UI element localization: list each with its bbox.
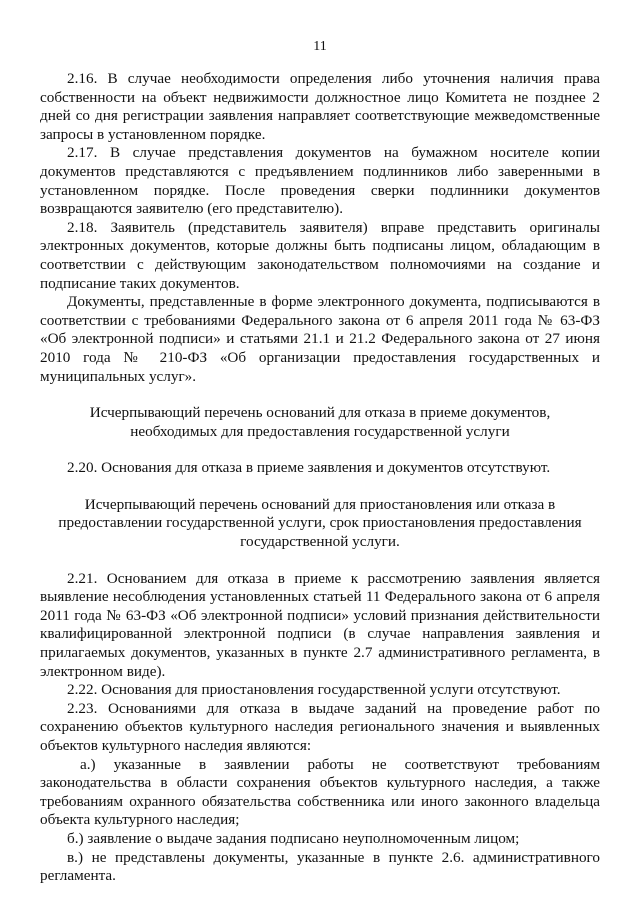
heading-line: Исчерпывающий перечень оснований для отказа в приеме документов,	[89, 404, 551, 422]
section-heading-refusal-documents	[40, 404, 600, 441]
paragraph-2-18: 2.18. Заявитель (представитель заявителя) вправе представить оригиналы электронных документов, которые должны быть подписаны лицом, обладающим в соответствии с действующим законодательством полномочиями на создание и подписание таких документов.	[40, 218, 600, 292]
paragraph-2-21: 2.21. Основанием для отказа в приеме к рассмотрению заявления является выявление несоблюдения установленных статьей 11 Федерального закона от 6 апреля 2011 года № 63-ФЗ «Об электронной подписи» условий признания действительности квалифицированной электронной подписи (в случае направления заявления и прилагаемых документов, указанных в пункте 2.7 административного регламента, в электронном виде).	[40, 569, 600, 680]
paragraph-2-20: 2.20. Основания для отказа в приеме заявления и документов отсутствуют.	[67, 459, 551, 477]
heading-line: государственной услуги.	[240, 533, 400, 551]
paragraph-2-19: Документы, представленные в форме электронного документа, подписываются в соответствии с требованиями Федерального закона от 6 апреля 2011 года № 63-ФЗ «Об электронной подписи» и статьями 21.1 и 21.2 Федерального закона от 27 июня 2010 года № 210-ФЗ «Об организации предоставления государственных и муниципальных услуг».	[40, 293, 600, 385]
document-body	[40, 70, 600, 886]
heading-line: предоставлении государственной услуги, срок приостановления предоставления	[58, 514, 582, 532]
paragraph-2-22: 2.22. Основания для приостановления государственной услуги отсутствуют.	[67, 681, 561, 699]
list-item-b: б.) заявление о выдаче задания подписано неуполномоченным лицом;	[67, 829, 520, 847]
page-number: 11	[313, 39, 327, 54]
list-item-a: а.) указанные в заявлении работы не соответствуют требованиям законодательства в области сохранения объектов культурного наследия, а также требованиям охранного обязательства собственника или иного законного владельца объекта культурного наследия;	[40, 755, 600, 829]
paragraph-2-16: 2.16. В случае необходимости определения либо уточнения наличия права собственности на объект недвижимости должностное лицо Комитета не позднее 2 дней со дня регистрации заявления направляет соответствующие межведомственные запросы в установленном порядке.	[40, 70, 600, 143]
list-item-c: в.) не представлены документы, указанные в пункте 2.6. административного регламента.	[40, 848, 600, 885]
paragraph-2-23: 2.23. Основаниями для отказа в выдаче заданий на проведение работ по сохранению объектов культурного наследия регионального значения и выявленных объектов культурного наследия являются:	[40, 699, 600, 754]
paragraph-2-17: 2.17. В случае представления документов на бумажном носителе копии документов представляются с предъявлением подлинников либо заверенными в установленном порядке. После проведения сверки подлинники документов возвращаются заявителю (его представителю).	[40, 144, 600, 218]
section-heading-suspension	[40, 496, 600, 552]
heading-line: необходимых для предоставления государственной услуги	[130, 422, 510, 440]
heading-line: Исчерпывающий перечень оснований для приостановления или отказа в	[84, 495, 556, 513]
